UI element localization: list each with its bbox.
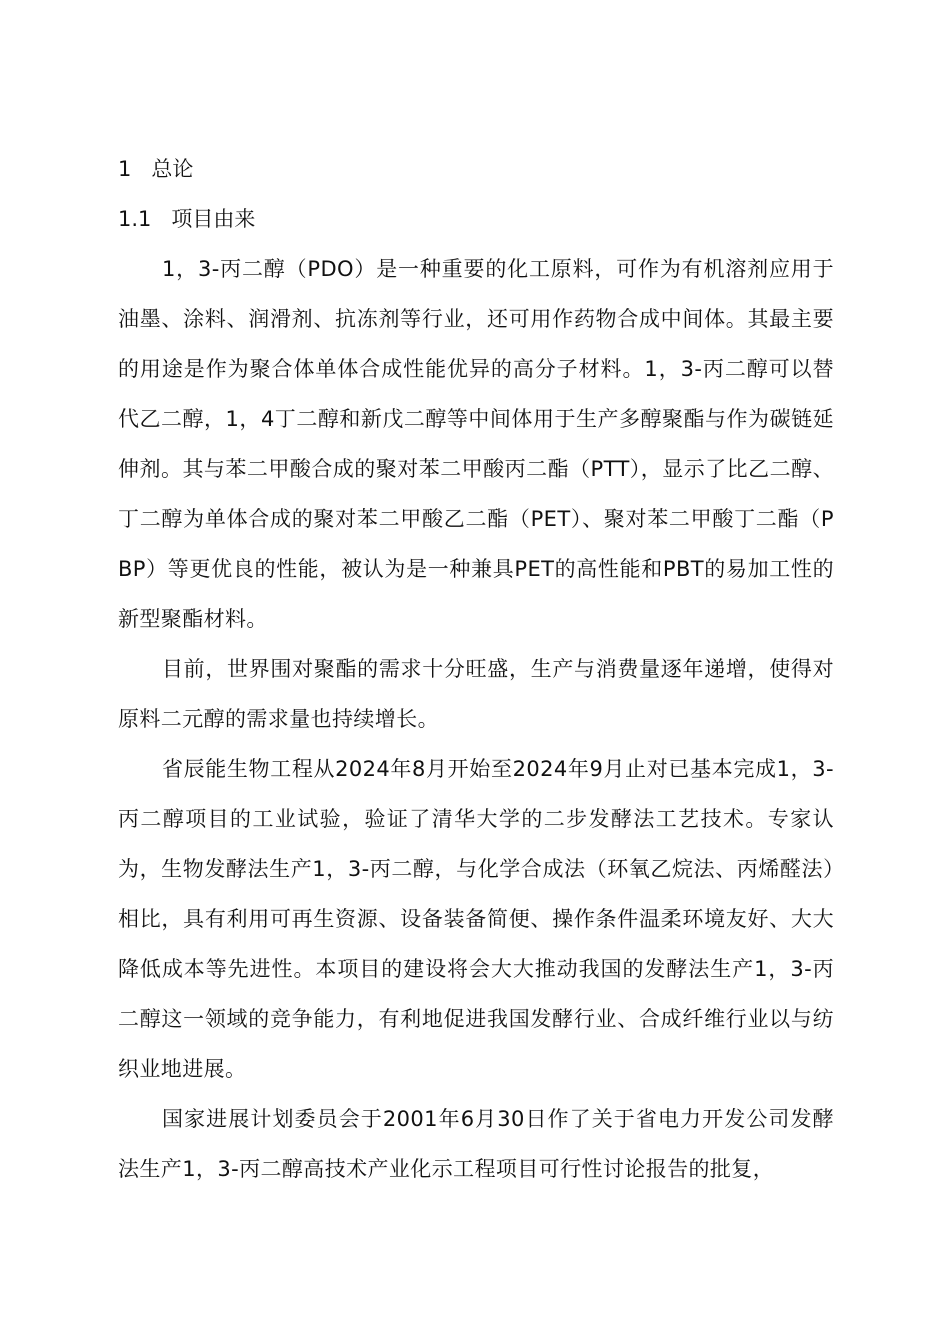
paragraph-approval: 国家进展计划委员会于2001年6月30日作了关于省电力开发公司发酵法生产1，3-丙二醇高技术产业化示工程项目可行性讨论报告的批复， bbox=[118, 1107, 834, 1181]
paragraph-industrial-trial: 省辰能生物工程从2024年8月开始至2024年9月止对已基本完成1，3-丙二醇项目的工业试验，验证了清华大学的二步发酵法工艺技术。专家认为，生物发酵法生产1，3-丙二醇，与化学合成法（环氧乙烷法、丙烯醛法）相比，具有利用可再生资源、设备装备简便、操作条件温柔环境友好、大大降低成本等先进性。本项目的建设将会大大推动我国的发酵法生产1，3-丙二醇这一领域的竞争能力，有利地促进我国发酵行业、合成纤维行业以与纺织业地进展。 bbox=[118, 757, 834, 1081]
paragraph-market-demand: 目前，世界围对聚酯的需求十分旺盛，生产与消费量逐年递增，使得对原料二元醇的需求量也持续增长。 bbox=[118, 657, 834, 731]
paragraph-pdo-intro: 1，3-丙二醇（PDO）是一种重要的化工原料，可作为有机溶剂应用于油墨、涂料、润滑剂、抗冻剂等行业，还可用作药物合成中间体。其最主要的用途是作为聚合体单体合成性能优异的高分子材料。1，3-丙二醇可以替代乙二醇，1，4丁二醇和新戊二醇等中间体用于生产多醇聚酯与作为碳链延伸剂。其与苯二甲酸合成的聚对苯二甲酸丙二酯（PTT），显示了比乙二醇、丁二醇为单体合成的聚对苯二甲酸乙二酯（PET）、聚对苯二甲酸丁二酯（PBP）等更优良的性能，被认为是一种兼具PET的高性能和PBT的易加工性的新型聚酯材料。 bbox=[118, 257, 834, 631]
section-number: 1 bbox=[118, 157, 132, 181]
section-title: 项目由来 bbox=[171, 207, 256, 231]
section-heading-1 bbox=[118, 144, 834, 194]
document-body bbox=[118, 144, 834, 1194]
section-title: 总论 bbox=[151, 157, 194, 181]
section-number: 1.1 bbox=[118, 207, 152, 231]
section-heading-1-1 bbox=[118, 194, 834, 244]
